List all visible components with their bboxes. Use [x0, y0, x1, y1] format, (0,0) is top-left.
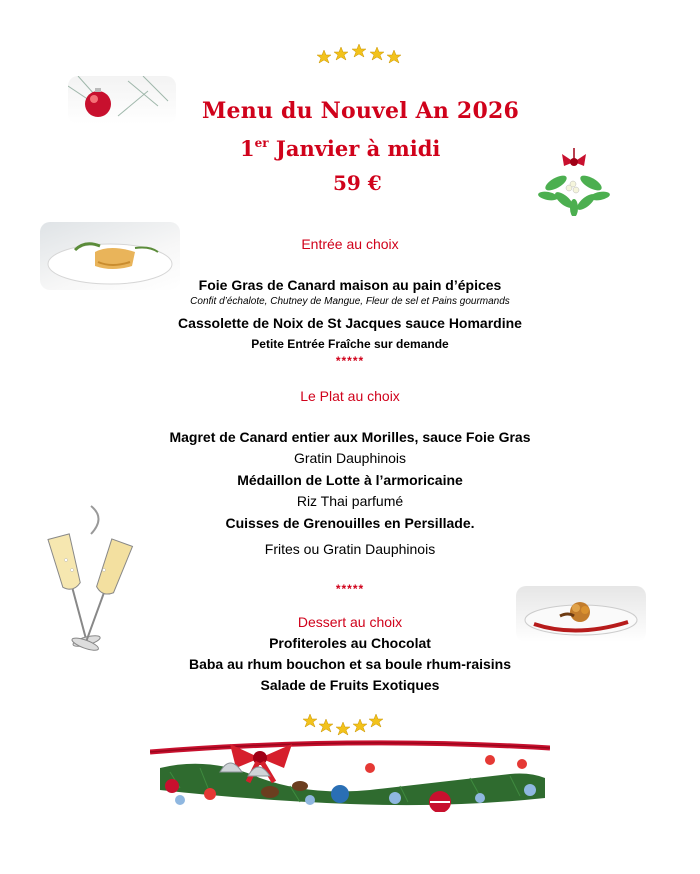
- plat-dish-magret: Magret de Canard entier aux Morilles, sauce Foie Gras: [169, 429, 531, 445]
- menu-price: 59 €: [333, 171, 382, 195]
- plat-dish-lotte: Médaillon de Lotte à l’armoricaine: [237, 472, 463, 488]
- plat-dish-grenouilles: Cuisses de Grenouilles en Persillade.: [225, 515, 475, 531]
- separator-1: *****: [335, 354, 365, 368]
- separator-2: *****: [335, 582, 365, 596]
- plat-heading: Le Plat au choix: [300, 388, 400, 404]
- christmas-garland-decoration: [150, 738, 550, 812]
- plat-dish-grenouilles-side: Frites ou Gratin Dauphinois: [264, 541, 436, 557]
- menu-date: [240, 136, 440, 161]
- date-number: 1: [240, 136, 255, 161]
- date-text: Janvier à midi: [268, 136, 441, 161]
- menu-title: Menu du Nouvel An 2026: [202, 98, 519, 124]
- entree-heading: Entrée au choix: [301, 236, 399, 252]
- dessert-heading: Dessert au choix: [297, 614, 403, 630]
- plat-dish-lotte-side: Riz Thai parfumé: [296, 493, 404, 509]
- entree-dish-petite-entree: Petite Entrée Fraîche sur demande: [251, 337, 449, 351]
- date-suffix: er: [254, 136, 269, 150]
- entree-dish-foie-gras: Foie Gras de Canard maison au pain d’épices: [198, 277, 502, 293]
- christmas-bauble-image: [68, 76, 176, 124]
- dessert-dish-profiteroles: Profiteroles au Chocolat: [269, 635, 431, 651]
- mistletoe-icon: [536, 148, 612, 216]
- gold-stars-top: [314, 40, 404, 70]
- dessert-dish-salade: Salade de Fruits Exotiques: [260, 677, 440, 693]
- plat-dish-magret-side: Gratin Dauphinois: [293, 450, 407, 466]
- entree-dish-cassolette: Cassolette de Noix de St Jacques sauce Homardine: [178, 315, 522, 331]
- dessert-dish-baba: Baba au rhum bouchon et sa boule rhum-raisins: [188, 656, 512, 672]
- entree-dish-foie-gras-description: Confit d’échalote, Chutney de Mangue, Fleur de sel et Pains gourmands: [190, 296, 510, 307]
- gold-stars-bottom: [300, 710, 386, 740]
